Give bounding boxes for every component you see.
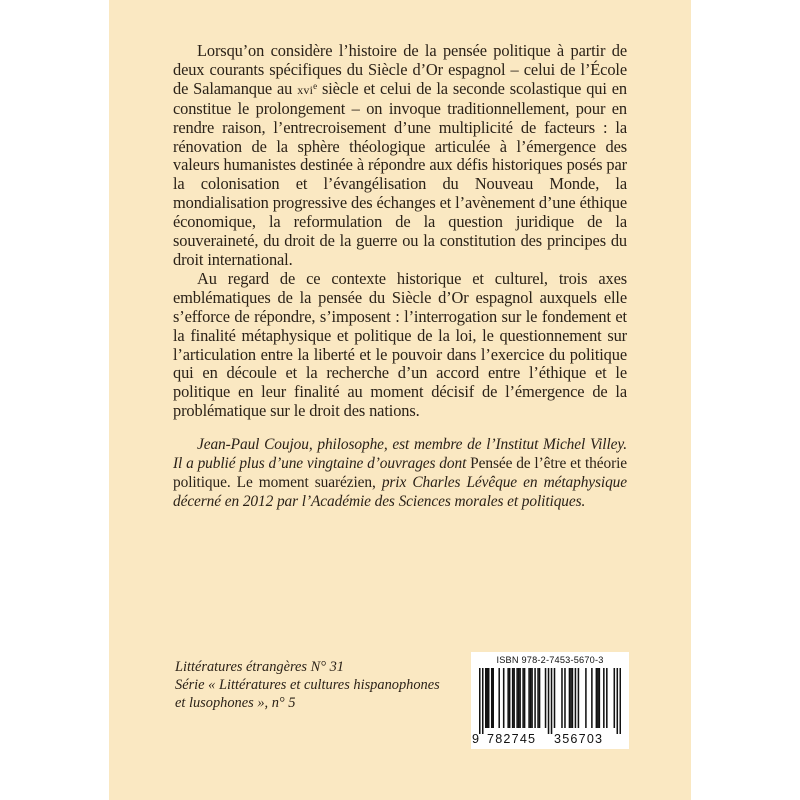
barcode-bar [554, 668, 556, 728]
series-line-2: Série « Littératures et cultures hispanophones [175, 677, 440, 694]
barcode-bar [522, 668, 524, 728]
barcode-bar [519, 668, 521, 728]
blurb-paragraph-1-part2: siècle et celui de la seconde scolastique qui en constitue le prolongement – on invoque traditionnellement, pour en rendre raison, l’entrecroisement d’une multiplicité de facteurs : la rénovation de la sphère théologique articulée à l’émergence des valeurs humanistes destinée à répondre aux défis historiques posés par la colonisation et l’évangélisation du Nouveau Monde, la mondialisation progressive des échanges et l’avènement d’une éthique économique, la reformulation de la question juridique de la souveraineté, du droit de la guerre ou la constitution des principes du droit international. [173, 78, 627, 269]
barcode-bar [597, 668, 599, 728]
barcode-bar [570, 668, 572, 728]
barcode-bar [620, 668, 621, 734]
barcode-bar [524, 668, 526, 728]
barcode-right-digits: 356703 [554, 732, 604, 746]
barcode-bar [564, 668, 566, 728]
barcode-bar [516, 668, 518, 728]
blurb-text [173, 42, 627, 421]
barcode-block [471, 652, 629, 749]
barcode-bar [531, 668, 533, 728]
barcode-bar [503, 668, 505, 728]
barcode-bar [509, 668, 511, 728]
barcode-bar [599, 668, 601, 728]
blurb-paragraph-1 [173, 42, 627, 270]
barcode-bar [488, 668, 490, 728]
barcode-bar [491, 668, 493, 728]
barcode-bar [539, 668, 541, 728]
barcode-bar [578, 668, 580, 728]
barcode-bar [498, 668, 500, 728]
century-numeral: xvi [297, 82, 314, 97]
barcode-bar [561, 668, 563, 728]
barcode-bar [486, 668, 488, 728]
barcode-bar [513, 668, 515, 728]
barcode-bar [507, 668, 509, 728]
book-title-reference: Pensée de l’être et théorie politique. Le moment suarézien, [173, 455, 627, 491]
series-info [175, 658, 495, 713]
barcode-bar [617, 668, 619, 734]
barcode-left-digits: 782745 [487, 732, 537, 746]
barcode-bar [596, 668, 598, 728]
barcode-bar [569, 668, 571, 728]
barcode-bar [479, 668, 481, 734]
series-line-1: Littératures étrangères N° 31 [175, 659, 344, 675]
barcode-bar [548, 668, 550, 734]
barcode-bar [534, 668, 536, 728]
barcode-bar [603, 668, 605, 728]
barcode-bar [591, 668, 593, 728]
barcode-bar [518, 668, 520, 728]
barcode-bar [572, 668, 574, 728]
barcode-bar [545, 668, 547, 728]
century-superscript: e [313, 80, 317, 91]
barcode-bar [551, 668, 553, 734]
barcode-bar [575, 668, 577, 728]
series-line-3: et lusophones », n° 5 [175, 695, 296, 712]
blurb-paragraph-2: Au regard de ce contexte historique et culturel, trois axes emblématiques de la pensée du Siècle d’Or espagnol auxquels elle s’efforce de répondre, s’imposent : l’interrogation sur le fondement et la finalité métaphysique et politique de la loi, le questionnement sur l’articulation entre la liberté et le pouvoir dans l’exercice du politique qui en découle et la recherche d’un accord entre l’éthique et le politique en leur finalité au moment décisif de l’émergence de la problématique sur le droit des nations. [173, 268, 627, 421]
barcode-bar [530, 668, 532, 728]
author-bio [173, 435, 627, 511]
author-bio-part1: Jean-Paul Coujou, philosophe, est membre de l’Institut Michel Villey. Il a publié plus d’une vingtaine d’ouvrages dont [173, 436, 627, 472]
isbn-label: ISBN 978-2-7453-5670-3 [496, 655, 604, 665]
blurb-paragraph-1-part1: Lorsqu’on considère l’histoire de la pensée politique à partir de deux courants spécifiques du Siècle d’Or espagnol – celui de l’École de Salamanque au [173, 41, 627, 98]
book-back-cover [109, 0, 691, 800]
barcode-first-digit: 9 [472, 732, 480, 746]
author-bio-part2: prix Charles Lévêque en métaphysique décerné en 2012 par l’Académie des Sciences morales et politiques. [173, 474, 628, 510]
barcode-bar [585, 668, 587, 728]
barcode-bar [485, 668, 487, 728]
barcode-bar [512, 668, 514, 728]
barcode-icon [479, 668, 621, 734]
barcode-bar [614, 668, 616, 728]
barcode-bar [482, 668, 484, 734]
barcode-bar [528, 668, 530, 728]
barcode-bar [606, 668, 608, 728]
barcode-bar [492, 668, 494, 728]
barcode-bar [537, 668, 539, 728]
